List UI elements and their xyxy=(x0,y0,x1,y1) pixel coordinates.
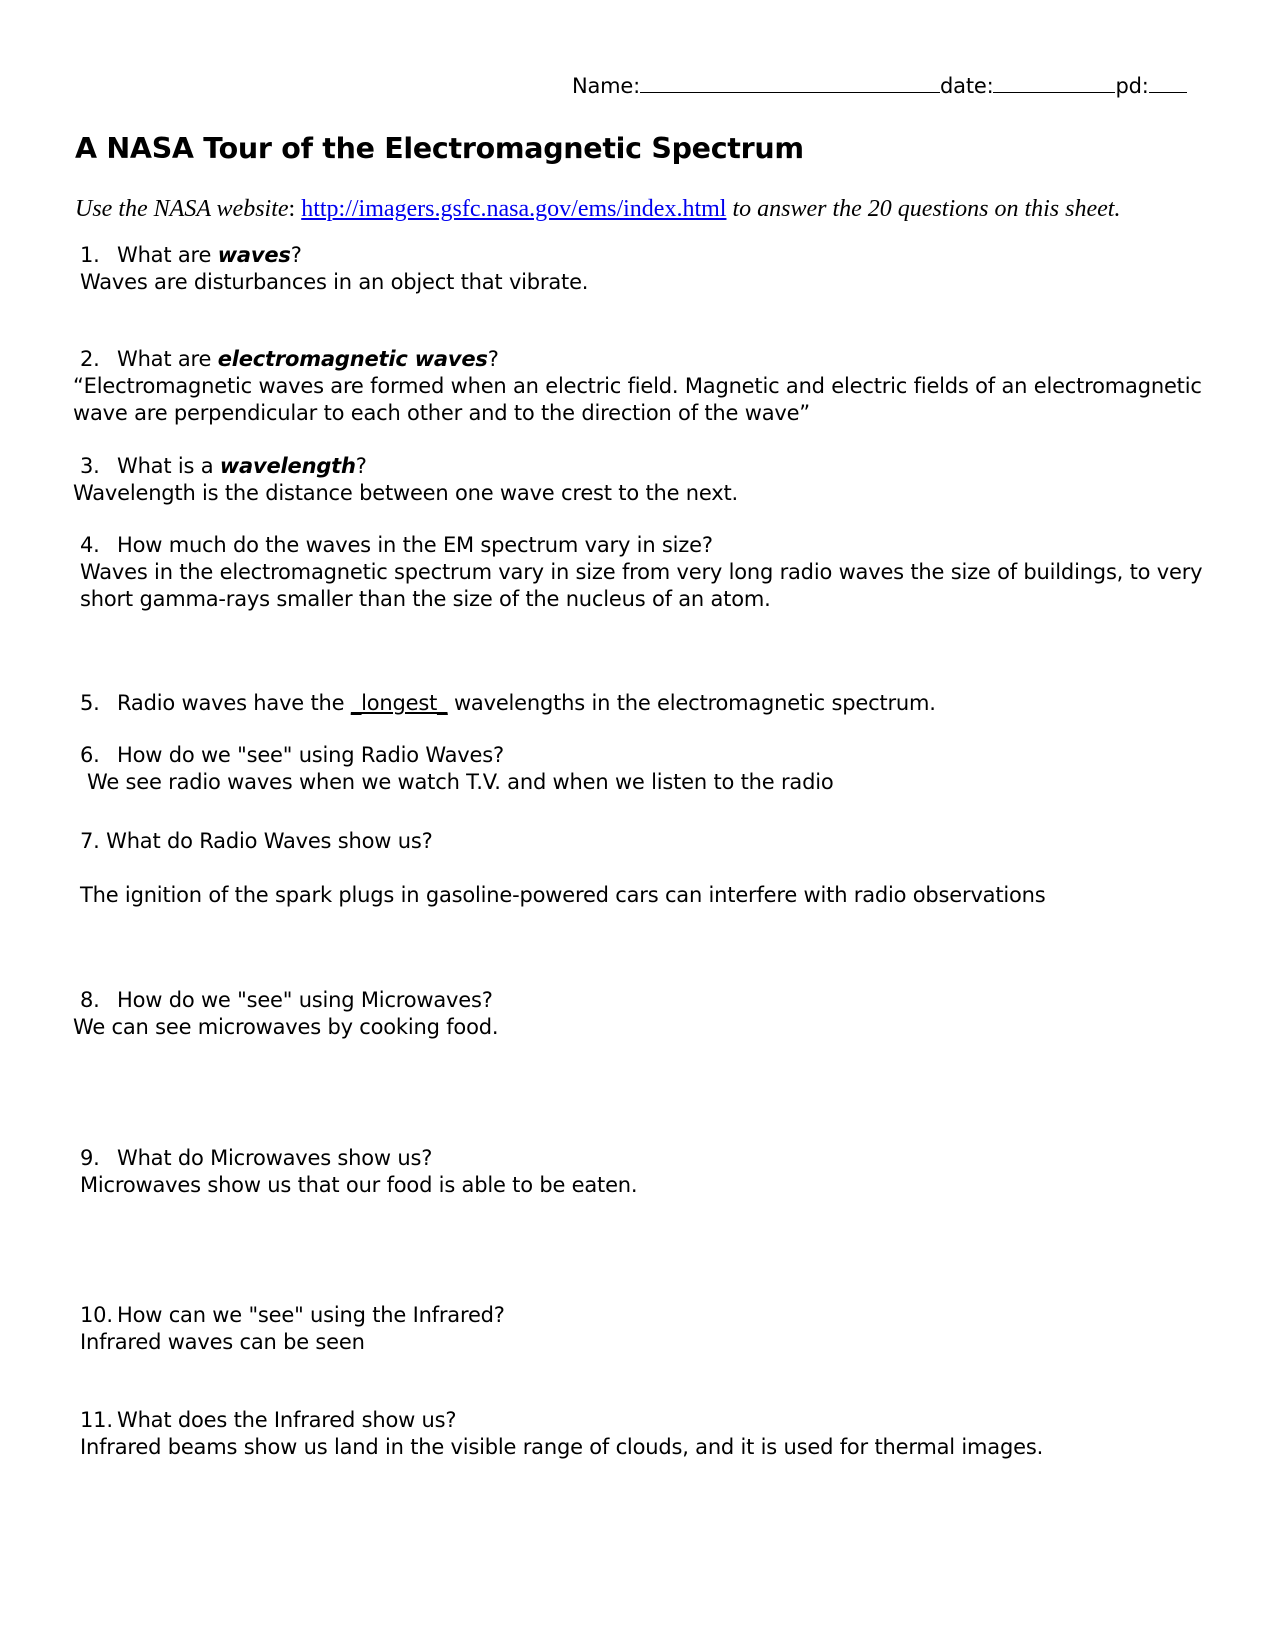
question-text: What is a xyxy=(117,454,220,478)
question-text: How much do the waves in the EM spectrum vary in size? xyxy=(117,533,713,557)
question-5 xyxy=(80,690,936,717)
answer-4-line-2: short gamma-rays smaller than the size of the nucleus of an atom. xyxy=(80,587,771,611)
answer-10: Infrared waves can be seen xyxy=(80,1330,365,1354)
key-term: waves xyxy=(217,243,291,267)
question-number: 6. xyxy=(80,743,100,767)
key-term: electromagnetic waves xyxy=(217,347,488,371)
intro-colon: : xyxy=(288,196,302,222)
question-number: 10. xyxy=(80,1303,113,1327)
question-number: 11. xyxy=(80,1408,113,1432)
date-blank[interactable] xyxy=(993,72,1115,93)
answer-7: The ignition of the spark plugs in gasoline-powered cars can interfere with radio observations xyxy=(80,883,1046,907)
question-number: 1. xyxy=(80,243,100,267)
question-6 xyxy=(80,742,504,769)
pd-label: pd: xyxy=(1115,74,1149,98)
intro-line xyxy=(75,196,1120,223)
nasa-website-link[interactable]: http://imagers.gsfc.nasa.gov/ems/index.html xyxy=(301,196,727,222)
question-mark: ? xyxy=(355,454,367,478)
question-text: How do we "see" using Radio Waves? xyxy=(117,743,504,767)
answer-8: We can see microwaves by cooking food. xyxy=(73,1015,499,1039)
question-2 xyxy=(80,346,499,373)
question-text-end: wavelengths in the electromagnetic spectrum. xyxy=(447,691,936,715)
question-8 xyxy=(80,987,493,1014)
intro-prefix: Use the NASA website xyxy=(75,196,289,222)
question-text: What do Microwaves show us? xyxy=(117,1146,433,1170)
answer-6: We see radio waves when we watch T.V. and when we listen to the radio xyxy=(87,770,834,794)
name-blank[interactable] xyxy=(640,72,940,93)
student-info-line xyxy=(572,72,1187,100)
question-mark: ? xyxy=(487,347,499,371)
question-mark: ? xyxy=(290,243,302,267)
question-7 xyxy=(80,828,433,855)
question-11 xyxy=(80,1407,456,1434)
question-text: What does the Infrared show us? xyxy=(117,1408,457,1432)
fill-in-answer: _longest_ xyxy=(350,691,448,715)
answer-2-line-2: wave are perpendicular to each other and to the direction of the wave” xyxy=(73,401,810,425)
question-number: 3. xyxy=(80,454,100,478)
question-number: 9. xyxy=(80,1146,100,1170)
answer-3: Wavelength is the distance between one wave crest to the next. xyxy=(73,481,738,505)
answer-2-line-1: “Electromagnetic waves are formed when an electric field. Magnetic and electric fields of an electromagnetic xyxy=(73,374,1202,398)
question-text: What are xyxy=(117,347,218,371)
question-number: 7. xyxy=(80,829,100,853)
page-title: A NASA Tour of the Electromagnetic Spectrum xyxy=(75,132,804,165)
question-number: 4. xyxy=(80,533,100,557)
question-text: What do Radio Waves show us? xyxy=(106,829,433,853)
question-number: 8. xyxy=(80,988,100,1012)
question-3 xyxy=(80,453,367,480)
question-1 xyxy=(80,242,302,269)
date-label: date: xyxy=(940,74,994,98)
answer-4-line-1: Waves in the electromagnetic spectrum vary in size from very long radio waves the size of buildings, to very xyxy=(80,560,1203,584)
question-text: What are xyxy=(117,243,218,267)
intro-suffix: to answer the 20 questions on this sheet. xyxy=(726,196,1121,222)
pd-blank[interactable] xyxy=(1149,72,1187,93)
name-label: Name: xyxy=(572,74,641,98)
answer-11: Infrared beams show us land in the visible range of clouds, and it is used for thermal images. xyxy=(80,1435,1044,1459)
question-9 xyxy=(80,1145,432,1172)
answer-1: Waves are disturbances in an object that vibrate. xyxy=(80,270,589,294)
question-10 xyxy=(80,1302,505,1329)
question-text: How can we "see" using the Infrared? xyxy=(117,1303,505,1327)
question-number: 5. xyxy=(80,691,100,715)
question-4 xyxy=(80,532,713,559)
answer-9: Microwaves show us that our food is able to be eaten. xyxy=(80,1173,638,1197)
question-number: 2. xyxy=(80,347,100,371)
question-text: Radio waves have the xyxy=(117,691,351,715)
question-text: How do we "see" using Microwaves? xyxy=(117,988,493,1012)
key-term: wavelength xyxy=(219,454,356,478)
